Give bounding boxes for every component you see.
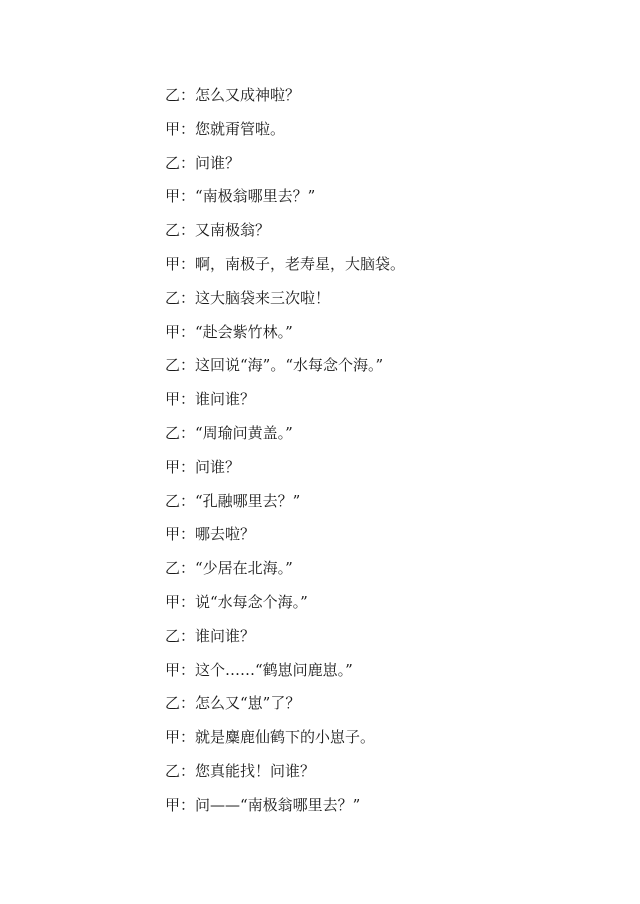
dialogue-line: 甲：“南极翁哪里去？” [165, 187, 316, 206]
dialogue-line: 甲：您就甭管啦。 [165, 119, 286, 138]
dialogue-line: 甲：“赴会紫竹林。” [165, 322, 293, 341]
dialogue-line: 甲：说“水每念个海。” [165, 592, 308, 611]
dialogue-line: 乙：“周瑜问黄盖。” [165, 423, 293, 442]
dialogue-line: 乙：问谁？ [165, 153, 241, 172]
dialogue-line: 乙：这回说“海”。“水每念个海。” [165, 356, 384, 375]
dialogue-line: 乙：这大脑袋来三次啦！ [165, 288, 331, 307]
dialogue-line: 乙：又南极翁？ [165, 221, 271, 240]
dialogue-line: 甲：啊，南极子，老寿星，大脑袋。 [165, 254, 406, 273]
dialogue-line: 乙：“少居在北海。” [165, 559, 293, 578]
dialogue-text [165, 84, 605, 828]
dialogue-line: 乙：“孔融哪里去？” [165, 491, 301, 510]
dialogue-line: 甲：就是麋鹿仙鹤下的小崽子。 [165, 728, 376, 747]
dialogue-line: 乙：您真能找！问谁？ [165, 761, 316, 780]
dialogue-line: 甲：谁问谁？ [165, 390, 256, 409]
dialogue-line: 甲：问——“南极翁哪里去？” [165, 795, 361, 814]
dialogue-line: 甲：这个……“鹤崽问鹿崽。” [165, 660, 353, 679]
dialogue-line: 甲：哪去啦？ [165, 525, 256, 544]
dialogue-line: 乙：怎么又成神啦？ [165, 86, 301, 104]
dialogue-line: 甲：问谁？ [165, 457, 241, 476]
dialogue-line: 乙：谁问谁？ [165, 626, 256, 645]
dialogue-line: 乙：怎么又“崽”了？ [165, 694, 301, 713]
